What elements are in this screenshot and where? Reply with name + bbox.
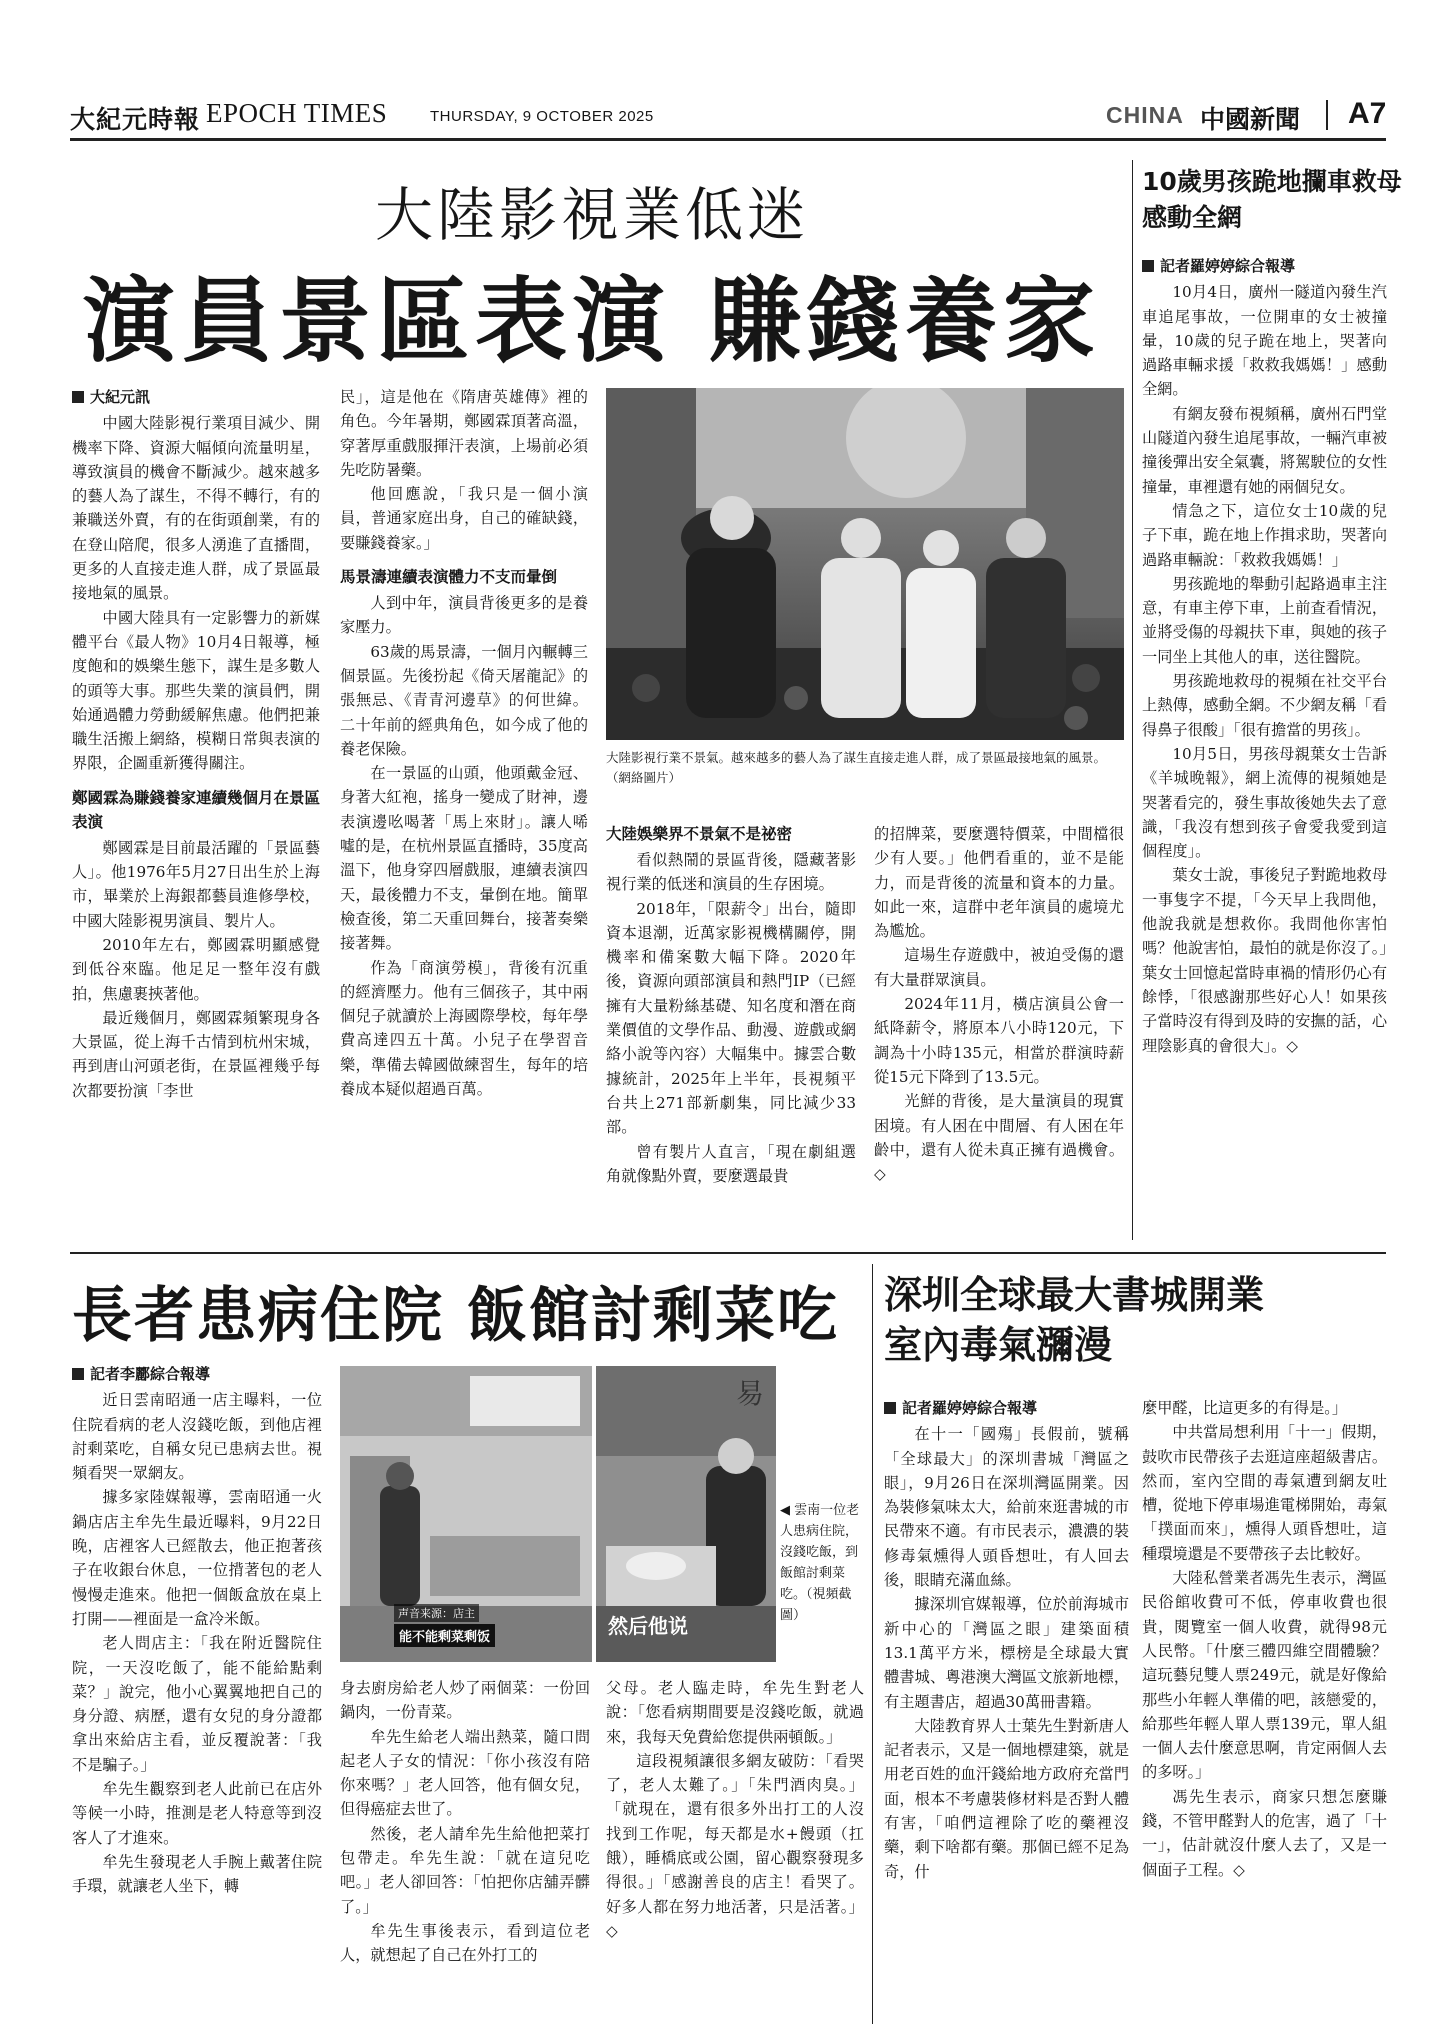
article1-paragraph: 民」，這是他在《隋唐英雄傳》裡的角色。今年暑期，鄭國霖頂著高溫，穿著厚重戲服揮汗表演，上場前必須先吃防暑藥。 [340, 388, 588, 479]
article1-column-4 [874, 822, 1124, 1186]
article1-paragraph: 2010年左右，鄭國霖明顯感覺到低谷來臨。他足足一整年沒有戲拍，焦慮裹挾著他。 [72, 935, 320, 1003]
article4-headline-line-2: 室內毒氣瀰漫 [884, 1323, 1113, 1367]
article1-paragraph: 2018年，「限薪令」出台，隨即資本退潮，近萬家影視機構關停，開機率和備案數大幅下降。2020年後，資源向頭部演員和熱門IP（已經擁有大量粉絲基礎、知名度和潛在商業價值的文學作品、動漫、遊戲或網絡小說等內容）大幅集中。據雲合數據統計，2025年上半年，長視頻平台共上271部新劇集，同比減少33部。 [606, 899, 856, 1137]
article2-paragraph: 有網友發布視頻稱，廣州石門堂山隧道內發生追尾事故，一輛汽車被撞後彈出安全氣囊，將駕駛位的女性撞暈，車裡還有她的兩個兒女。 [1142, 404, 1387, 496]
masthead-english-name: EPOCH TIMES [206, 98, 388, 128]
masthead-rule [70, 138, 1386, 141]
article1-paragraph: 看似熱鬧的景區背後，隱藏著影視行業的低迷和演員的生存困境。 [606, 851, 856, 894]
article1-paragraph: 作為「商演勞模」，背後有沉重的經濟壓力。他有三個孩子，其中兩個兒子就讀於上海國際學校，每年學費高達四五十萬。小兒子在學習音樂，準備去韓國做練習生，每年的培養成本疑似超過百萬。 [340, 958, 588, 1099]
article3-paragraph: 牟先生發現老人手腕上戴著住院手環，就讓老人坐下，轉 [72, 1852, 322, 1896]
article4-headline [884, 1270, 1264, 1370]
article2-headline-line-2: 感動全網 [1142, 203, 1243, 232]
video-subtitle-2: 然后他说 [608, 1614, 688, 1638]
article3-paragraph: 近日雲南昭通一店主曝料，一位住院看病的老人沒錢吃飯，到他店裡討剩菜吃，自稱女兒已患病去世。視頻看哭一眾網友。 [72, 1391, 322, 1483]
article4-paragraph: 據深圳官媒報導，位於前海城市新中心的「灣區之眼」建築面積13.1萬平方米，標榜是全球最大實體書城、粵港澳大灣區文旅新地標，有主題書店，超過30萬冊書籍。 [884, 1595, 1129, 1711]
article1-column-3 [606, 822, 856, 1188]
section-label-zh: 中國新聞 [1200, 105, 1301, 134]
page-number: A7 [1348, 97, 1387, 130]
masthead-date: THURSDAY, 9 OCTOBER 2025 [430, 108, 654, 125]
masthead-separator [1326, 100, 1328, 130]
article3-paragraph: 父母。老人臨走時，牟先生對老人說：「您看病期間要是沒錢吃飯，就過來，我每天免費給您提供兩頓飯。」 [606, 1679, 864, 1746]
video-source-label: 声音来源：店主 [394, 1604, 479, 1622]
article1-headline: 演員景區表演 賺錢養家 [82, 267, 1102, 375]
article2-paragraph: 情急之下，這位女士10歲的兒子下車，跪在地上作揖求助，哭著向過路車輛說：「救救我媽媽！」 [1142, 501, 1387, 569]
article1-column-1 [72, 385, 320, 1103]
article3-headline: 長者患病住院 飯館討剩菜吃 [72, 1281, 839, 1351]
performers-photo-illustration [606, 388, 1124, 740]
article3-paragraph: 牟先生事後表示，看到這位老人，就想起了自己在外打工的 [340, 1921, 590, 1965]
article3-paragraph: 然後，老人請牟先生給他把菜打包帶走。牟先生說：「就在這兒吃吧。」老人卻回答：「怕把你店舖弄髒了。」 [340, 1824, 590, 1916]
article3-photo-left [340, 1366, 592, 1662]
article1-paragraph: 光鮮的背後，是大量演員的現實困境。有人困在中間層、有人困在年齡中，還有人從未真正擁有過機會。◇ [874, 1092, 1124, 1184]
article4-paragraph: 大陸私營業者馮先生表示，灣區民俗館收費可不低，停車收費也很貴，閱覽室一個人收費，就得98元人民幣。「什麼三體四維空間體驗？這玩藝兒雙人票249元，就是好像給那些小年輕人準備的吧，該戀愛的，給那些年輕人單人票139元，單人組一個人去什麼意思啊，肯定兩個人去的多呀。」 [1142, 1569, 1387, 1782]
video-side-label: 易 [736, 1377, 765, 1410]
article3-paragraph: 這段視頻讓很多網友破防：「看哭了，老人太難了。」「朱門酒肉臭。」「就現在，還有很多外出打工的人沒找到工作呢，每天都是水+饅頭（扛餓），睡橋底或公園，留心觀察發現多得很。」「感謝善良的店主！看哭了。好多人都在努力地活著，只是活著。」◇ [606, 1751, 864, 1940]
article3-photo-right [596, 1366, 776, 1662]
article1-paragraph: 在一景區的山頭，他頭戴金冠、身著大紅袍，搖身一變成了財神，邊表演邊吆喝著「馬上來財」。讓人唏噓的是，在杭州景區直播時，35度高溫下，他身穿四層戲服，連續表演四天，最後體力不支，暈倒在地。簡單檢查後，第二天重回舞台，接著奏樂接著舞。 [340, 764, 588, 953]
article4-headline-line-1: 深圳全球最大書城開業 [884, 1273, 1265, 1317]
article2-paragraph: 10月4日，廣州一隧道內發生汽車追尾事故，一位開車的女士被撞暈，10歲的兒子跪在地上，哭著向過路車輛求援「救救我媽媽！」感動全網。 [1142, 283, 1387, 399]
section-label-en: CHINA [1106, 102, 1184, 128]
article3-column-1 [72, 1362, 322, 1899]
article4-paragraph: 大陸教育界人士葉先生對新唐人記者表示，又是一個地標建築，就是用老百姓的血汗錢給地方政府充當門面，根本不考慮裝修材料是否對人體有害，「咱們這裡除了吃的藥裡沒藥，剩下啥都有藥。那個已經不足為奇，什 [884, 1716, 1129, 1881]
article1-column-2 [340, 385, 588, 1101]
article1-subhead-2: 馬景濤連續表演體力不支而暈倒 [340, 568, 558, 587]
article2-byline: 記者羅婷婷綜合報導 [1142, 254, 1387, 278]
article1-paragraph: 人到中年，演員背後更多的是養家壓力。 [340, 594, 588, 637]
article1-paragraph: 63歲的馬景濤，一個月內輾轉三個景區。先後扮起《倚天屠龍記》的張無忌、《青青河邊草》的何世緯。二十年前的經典角色，如今成了他的養老保險。 [340, 642, 588, 758]
article1-subhead-3: 大陸娛樂界不景氣不是祕密 [606, 825, 793, 843]
article4-paragraph: 馮先生表示，商家只想怎麼賺錢，不管甲醛對人的危害，過了「十一」，估計就沒什麼人去了，又是一個面子工程。◇ [1142, 1787, 1387, 1879]
article2-paragraph: 10月5日，男孩母親葉女士告訴《羊城晚報》，網上流傳的視頻她是哭著看完的，發生事故後她失去了意識，「我沒有想到孩子會愛我愛到這個程度」。 [1142, 744, 1387, 861]
column-divider [872, 1264, 873, 2024]
article1-paragraph: 最近幾個月，鄭國霖頻繁現身各大景區，從上海千古情到杭州宋城，再到唐山河頭老街，在景區裡幾乎每次都要扮演「李世 [72, 1008, 320, 1100]
article1-paragraph: 2024年11月，橫店演員公會一紙降薪令，將原本八小時120元，下調為十小時135元，相當於群演時薪從15元下降到了13.5元。 [874, 995, 1124, 1086]
column-divider [1132, 160, 1133, 1240]
article2-paragraph: 男孩跪地救母的視頻在社交平台上熱傳，感動全網。不少網友稱「看得鼻子很酸」「很有擔當的男孩」。 [1142, 672, 1387, 739]
article2-headline [1142, 164, 1402, 236]
section-rule [70, 1252, 1386, 1254]
article1-subhead-1: 鄭國霖為賺錢養家連續幾個月在景區表演 [72, 788, 321, 831]
article4-byline: 記者羅婷婷綜合報導 [884, 1396, 1129, 1420]
article3-paragraph: 牟先生觀察到老人此前已在店外等候一小時，推測是老人特意等到沒客人了才進來。 [72, 1780, 322, 1847]
video-subtitle: 能不能剩菜剩饭 [394, 1624, 495, 1647]
masthead-logo: 大紀元時報 [70, 105, 201, 134]
article1-photo [606, 388, 1124, 740]
article3-column-3 [606, 1676, 864, 1943]
article1-paragraph: 中國大陸影視行業項目減少、開機率下降、資源大幅傾向流量明星，導致演員的機會不斷減少。越來越多的藝人為了謀生，不得不轉行，有的兼職送外賣，有的在街頭創業，有的在登山陪爬，很多人湧進了直播間，更多的人直接走進人群，成了景區最接地氣的風景。 [72, 414, 320, 603]
article1-paragraph: 鄭國霖是目前最活躍的「景區藝人」。他1976年5月27日出生於上海市，畢業於上海銀都藝員進修學校，中國大陸影視男演員、製片人。 [72, 838, 320, 930]
article4-paragraph: 中共當局想利用「十一」假期，鼓吹市民帶孩子去逛這座超級書店。然而，室內空間的毒氣遭到網友吐槽，從地下停車場進電梯開始，毒氣「撲面而來」，燻得人頭昏想吐，這種環境還是不要帶孩子去比較好。 [1142, 1423, 1387, 1563]
article3-column-2 [340, 1676, 590, 1968]
article2-paragraph: 葉女士說，事後兒子對跪地救母一事隻字不提，「今天早上我問他，他說我就是想救你。我問他你害怕嗎？他說害怕，最怕的就是你沒了。」葉女士回憶起當時車禍的情形仍心有餘悸，「很感謝那些好心人！如果孩子當時沒有得到及時的安撫的話，心理陰影真的會很大」。◇ [1142, 866, 1387, 1055]
article4-paragraph: 在十一「國殤」長假前，號稱「全球最大」的深圳書城「灣區之眼」，9月26日在深圳灣區開業。因為裝修氣味太大，給前來逛書城的市民帶來不適。有市民表示，濃濃的裝修毒氣燻得人頭昏想吐，有人回去後，眼睛充滿血絲。 [884, 1425, 1129, 1590]
article4-paragraph: 麼甲醛，比這更多的有得是。」 [1142, 1399, 1348, 1417]
article2-headline-line-1: 10歲男孩跪地攔車救母 [1142, 167, 1402, 196]
article1-paragraph: 這場生存遊戲中，被迫受傷的還有大量群眾演員。 [874, 946, 1124, 989]
article3-paragraph: 牟先生給老人端出熱菜，隨口問起老人子女的情況：「你小孩沒有陪你來嗎？」老人回答，他有個女兒，但得癌症去世了。 [340, 1727, 590, 1819]
article1-byline: 大紀元訊 [72, 385, 320, 409]
article1-photo-caption: 大陸影視行業不景氣。越來越多的藝人為了謀生直接走進人群，成了景區最接地氣的風景。（網絡圖片） [606, 750, 1107, 785]
article1-paragraph: 的招牌菜，要麼選特價菜，中間檔很少有人要。」他們看重的，並不是能力，而是背後的流量和資本的力量。如此一來，這群中老年演員的處境尤為尷尬。 [874, 825, 1124, 941]
article3-paragraph: 身去廚房給老人炒了兩個菜：一份回鍋肉，一份青菜。 [340, 1679, 590, 1722]
article3-byline: 記者李酈綜合報導 [72, 1362, 322, 1386]
article4-column-2 [1142, 1396, 1387, 1882]
article2-paragraph: 男孩跪地的舉動引起路過車主注意，有車主停下車，上前查看情況，並將受傷的母親扶下車，與她的孩子一同坐上其他人的車，送往醫院。 [1142, 574, 1387, 666]
article2-body [1142, 254, 1387, 1058]
article3-photo-caption: ◀ 雲南一位老人患病住院，沒錢吃飯，到飯館討剩菜吃。（視頻截圖） [780, 1503, 860, 1623]
article1-paragraph: 曾有製片人直言，「現在劇組選角就像點外賣，要麼選最貴 [606, 1142, 856, 1185]
article3-paragraph: 老人問店主：「我在附近醫院住院，一天沒吃飯了，能不能給點剩菜？」說完，他小心翼翼地把自己的身分證、病歷，還有女兒的身分證都拿出來給店主看，並反覆說著：「我不是騙子。」 [72, 1634, 322, 1774]
article3-paragraph: 據多家陸媒報導，雲南昭通一火鍋店店主牟先生最近曝料，9月22日晚，店裡客人已經散去，他正抱著孩子在收銀台休息，一位揹著包的老人慢慢走進來。他把一個飯盒放在桌上打開——裡面是一盒冷米飯。 [72, 1488, 322, 1628]
article1-paragraph: 他回應說，「我只是一個小演員，普通家庭出身，自己的確缺錢，要賺錢養家。」 [340, 485, 588, 552]
article1-paragraph: 中國大陸具有一定影響力的新媒體平台《最人物》10月4日報導，極度飽和的娛樂生態下，謀生是多數人的頭等大事。那些失業的演員們，開始通過體力勞動緩解焦慮。他們把兼職生活搬上網絡，模糊日常與表演的界限，企圖重新獲得關注。 [72, 608, 320, 773]
article4-column-1 [884, 1396, 1129, 1884]
article1-kicker: 大陸影視業低迷 [374, 181, 809, 249]
